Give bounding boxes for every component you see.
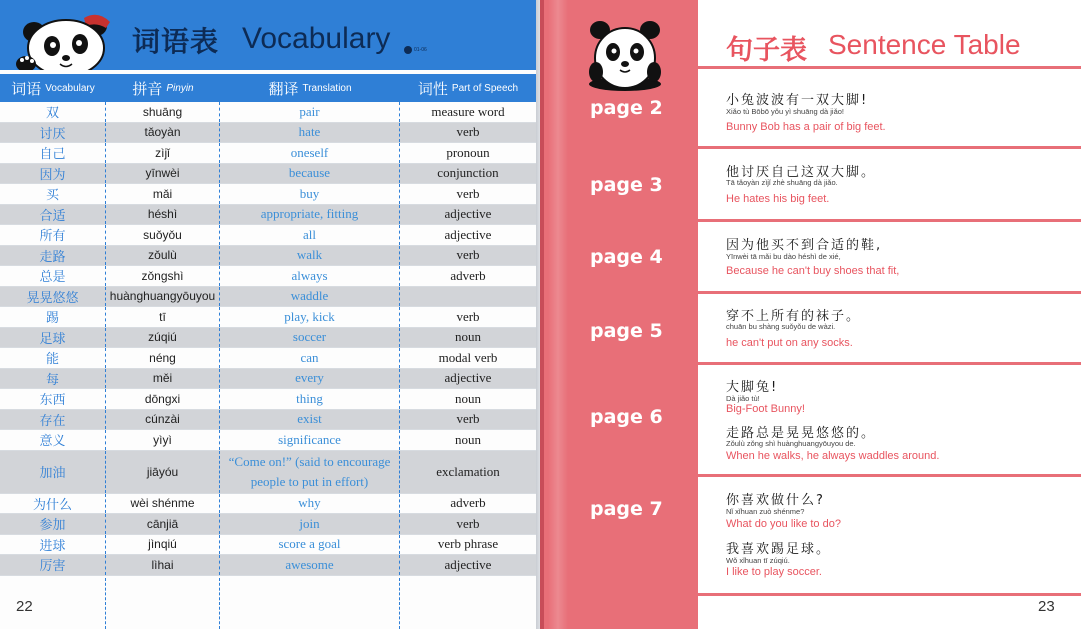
vocab-part-of-speech: adjective [444, 226, 492, 242]
vocab-pinyin: zìjǐ [106, 143, 220, 163]
vocab-pinyin: mǎi [106, 184, 220, 204]
sentence-chinese: 大脚兔! [726, 380, 779, 395]
column-divider [105, 578, 106, 629]
vocab-part-of-speech: modal verb [438, 349, 498, 365]
page-label: page 5 [590, 320, 663, 342]
sentence-chinese: 小兔波波有一双大脚! [726, 93, 869, 108]
vocab-part-of-speech: verb [456, 411, 480, 427]
sentence-pinyin: chuān bu shàng suǒyǒu de wàzi. [726, 322, 836, 331]
sentence-english: Because he can't buy shoes that fit, [726, 265, 900, 277]
vocab-word: 能 [0, 348, 106, 368]
vocab-word: 每 [0, 369, 106, 389]
sentence-pinyin: Nǐ xǐhuan zuò shénme? [726, 507, 805, 516]
table-row [0, 389, 536, 410]
divider [698, 593, 1081, 596]
vocab-pinyin: wèi shénme [106, 494, 220, 514]
vocab-word: 讨厌 [0, 123, 106, 143]
table-row [0, 102, 536, 123]
vocab-pinyin: cúnzài [106, 410, 220, 430]
vocab-part-of-speech: adjective [444, 556, 492, 572]
table-row [0, 307, 536, 328]
vocab-word: 双 [0, 102, 106, 122]
vocab-pinyin: jiāyóu [106, 451, 220, 493]
vocab-part-of-speech: exclamation [436, 463, 500, 479]
vocab-word: 踢 [0, 307, 106, 327]
vocab-pinyin: jìnqiú [106, 535, 220, 555]
panda-mascot-icon [582, 16, 668, 92]
table-row [0, 184, 536, 205]
sentence-pinyin: Yīnwèi tā mǎi bu dào héshì de xié, [726, 252, 841, 261]
sentence-english: What do you like to do? [726, 518, 841, 530]
table-row [0, 430, 536, 451]
vocab-translation: significance [220, 430, 400, 450]
sentence-chinese: 因为他买不到合适的鞋, [726, 238, 883, 253]
table-row [0, 410, 536, 431]
header-part-of-speech: 词性 Part of Speech [417, 79, 519, 98]
vocab-part-of-speech: verb [456, 515, 480, 531]
vocab-part-of-speech [400, 287, 536, 307]
divider [698, 291, 1081, 294]
vocab-part-of-speech: noun [455, 329, 481, 345]
table-row [0, 123, 536, 144]
vocab-word: 加油 [0, 451, 106, 493]
divider [698, 219, 1081, 222]
sentence-chinese: 走路总是晃晃悠悠的。 [726, 426, 877, 441]
table-row [0, 555, 536, 576]
divider [698, 474, 1081, 477]
table-row [0, 369, 536, 390]
divider [698, 66, 1081, 69]
vocab-translation: always [220, 266, 400, 286]
table-row [0, 451, 536, 494]
vocab-translation: appropriate, fitting [220, 205, 400, 225]
vocab-translation: oneself [220, 143, 400, 163]
vocab-pinyin: dōngxi [106, 389, 220, 409]
sentence-chinese: 穿不上所有的袜子。 [726, 309, 862, 324]
table-row [0, 494, 536, 515]
vocab-part-of-speech: adverb [450, 267, 486, 283]
vocab-translation: join [220, 514, 400, 534]
vocab-pinyin: tī [106, 307, 220, 327]
table-row [0, 287, 536, 308]
vocabulary-title-zh: 词语表 [132, 25, 220, 58]
page-label: page 6 [590, 406, 663, 428]
sentence-english: he can't put on any socks. [726, 337, 853, 349]
vocab-translation: pair [220, 102, 400, 122]
vocab-word: 意义 [0, 430, 106, 450]
vocab-translation: buy [220, 184, 400, 204]
sentence-chinese: 他讨厌自己这双大脚。 [726, 165, 877, 180]
vocabulary-title-en: Vocabulary [242, 22, 391, 55]
vocab-translation: soccer [220, 328, 400, 348]
vocab-translation: can [220, 348, 400, 368]
vocab-part-of-speech: conjunction [437, 165, 499, 181]
divider [698, 146, 1081, 149]
sentence-pinyin: Xiǎo tù Bōbō yǒu yì shuāng dà jiǎo! [726, 107, 845, 116]
vocab-pinyin: héshì [106, 205, 220, 225]
table-row [0, 348, 536, 369]
table-row [0, 328, 536, 349]
vocab-translation: score a goal [220, 535, 400, 555]
vocab-pinyin: suǒyǒu [106, 225, 220, 245]
vocab-translation: awesome [220, 555, 400, 575]
vocab-word: 所有 [0, 225, 106, 245]
vocab-part-of-speech: adverb [450, 495, 486, 511]
divider [698, 362, 1081, 365]
sentence-english: Big-Foot Bunny! [726, 403, 805, 415]
vocab-translation: waddle [220, 287, 400, 307]
vocab-translation: all [220, 225, 400, 245]
vocab-word: 存在 [0, 410, 106, 430]
page-label: page 2 [590, 97, 663, 119]
vocab-pinyin: zúqiú [106, 328, 220, 348]
vocab-translation: exist [220, 410, 400, 430]
vocabulary-table [0, 102, 536, 576]
vocab-word: 东西 [0, 389, 106, 409]
table-row [0, 266, 536, 287]
header-translation: 翻译 Translation [268, 79, 352, 98]
vocab-translation: play, kick [220, 307, 400, 327]
vocab-translation: every [220, 369, 400, 389]
vocab-part-of-speech: pronoun [446, 144, 490, 160]
vocab-translation: because [220, 164, 400, 184]
vocab-word: 晃晃悠悠 [0, 287, 106, 307]
vocab-word: 厉害 [0, 555, 106, 575]
sentence-pinyin: Zǒulù zǒng shì huànghuangyōuyou de. [726, 439, 856, 448]
panda-mascot-icon [14, 10, 122, 70]
sentence-pinyin: Wǒ xǐhuan tī zúqiú. [726, 556, 790, 565]
sentence-english: Bunny Bob has a pair of big feet. [726, 121, 886, 133]
table-row [0, 514, 536, 535]
sentence-english: When he walks, he always waddles around. [726, 450, 940, 462]
vocab-part-of-speech: verb [456, 185, 480, 201]
vocab-translation: why [220, 494, 400, 514]
audio-track-badge [404, 46, 427, 54]
vocab-part-of-speech: noun [455, 390, 481, 406]
vocab-pinyin: měi [106, 369, 220, 389]
page-number-right: 23 [1038, 598, 1055, 615]
vocab-pinyin: yīnwèi [106, 164, 220, 184]
page-label: page 4 [590, 246, 663, 268]
header-pinyin: 拼音 Pinyin [132, 79, 194, 98]
sentence-table-title-zh: 句子表 [726, 35, 807, 66]
vocab-translation: thing [220, 389, 400, 409]
vocab-pinyin: zǒulù [106, 246, 220, 266]
vocab-part-of-speech: adjective [444, 206, 492, 222]
vocab-part-of-speech: verb phrase [437, 536, 499, 552]
vocab-word: 为什么 [0, 494, 106, 514]
vocab-part-of-speech: verb [456, 124, 480, 140]
page-label: page 3 [590, 174, 663, 196]
table-row [0, 164, 536, 185]
vocab-word: 进球 [0, 535, 106, 555]
sentence-pinyin: Tā tǎoyàn zìjǐ zhè shuāng dà jiǎo. [726, 178, 838, 187]
vocab-word: 因为 [0, 164, 106, 184]
table-row [0, 246, 536, 267]
vocab-word: 足球 [0, 328, 106, 348]
vocab-pinyin: néng [106, 348, 220, 368]
sidebar-sheen [548, 0, 568, 629]
vocabulary-table-header [0, 74, 536, 102]
vocab-word: 走路 [0, 246, 106, 266]
vocab-word: 自己 [0, 143, 106, 163]
vocab-pinyin: zǒngshì [106, 266, 220, 286]
sentence-pinyin: Dà jiǎo tù! [726, 394, 760, 403]
page-number-left: 22 [16, 598, 33, 615]
vocab-word: 买 [0, 184, 106, 204]
vocabulary-page [0, 0, 540, 629]
column-divider [219, 578, 220, 629]
vocab-word: 合适 [0, 205, 106, 225]
header-vocabulary: 词语 Vocabulary [11, 79, 95, 98]
vocab-part-of-speech: measure word [431, 103, 505, 119]
table-row [0, 535, 536, 556]
table-row [0, 205, 536, 226]
audio-track-number: 01-06 [414, 47, 427, 53]
column-divider [399, 578, 400, 629]
vocab-part-of-speech: adjective [444, 370, 492, 386]
sentence-chinese: 我喜欢踢足球。 [726, 542, 832, 557]
vocab-pinyin: yìyì [106, 430, 220, 450]
vocab-word: 总是 [0, 266, 106, 286]
vocab-translation: walk [220, 246, 400, 266]
sentence-chinese: 你喜欢做什么? [726, 493, 825, 508]
sentence-english: I like to play soccer. [726, 566, 822, 578]
vocab-part-of-speech: verb [456, 247, 480, 263]
sentence-table-title-en: Sentence Table [828, 29, 1021, 60]
vocab-pinyin: shuāng [106, 102, 220, 122]
vocab-pinyin: lìhai [106, 555, 220, 575]
page-label: page 7 [590, 498, 663, 520]
table-row [0, 225, 536, 246]
vocab-pinyin: cānjiā [106, 514, 220, 534]
column-dividers [0, 578, 536, 629]
vocab-part-of-speech: noun [455, 431, 481, 447]
vocab-pinyin: huànghuangyōuyou [106, 287, 220, 307]
table-row [0, 143, 536, 164]
sentence-english: He hates his big feet. [726, 193, 830, 205]
vocab-translation: hate [220, 123, 400, 143]
vocab-word: 参加 [0, 514, 106, 534]
vocab-pinyin: tǎoyàn [106, 123, 220, 143]
vocab-part-of-speech: verb [456, 308, 480, 324]
vocab-translation: “Come on!” (said to encourage people to put in effort) [220, 451, 400, 493]
audio-track-icon [404, 46, 412, 54]
